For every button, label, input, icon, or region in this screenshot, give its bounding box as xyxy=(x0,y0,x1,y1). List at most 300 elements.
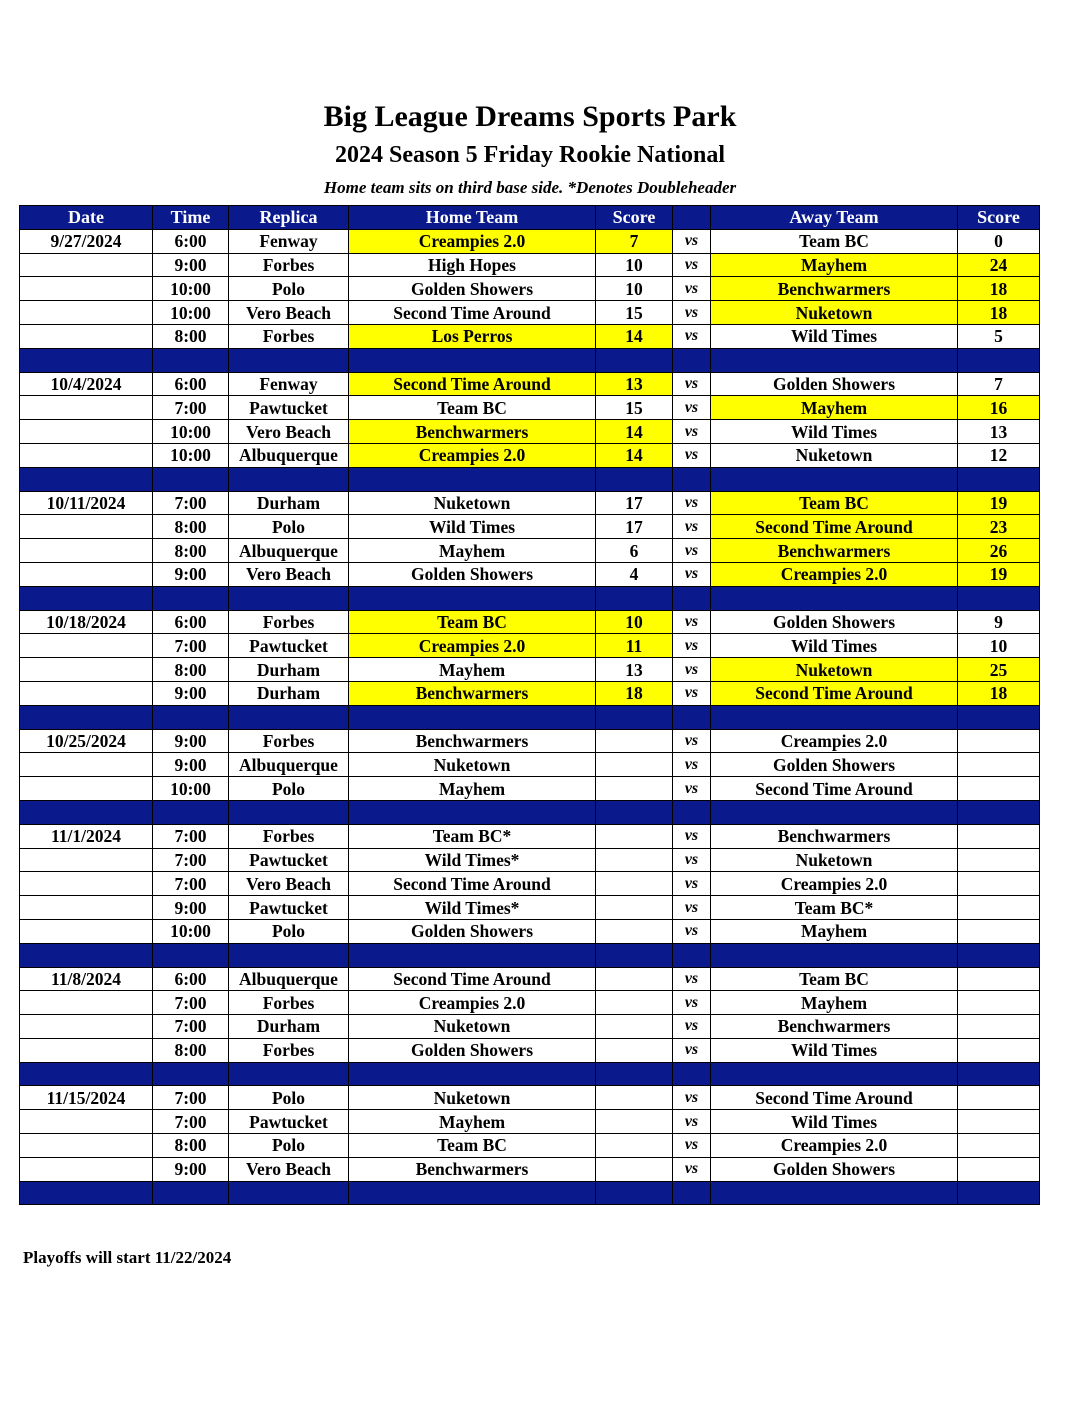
game-date-empty xyxy=(20,777,153,801)
separator-cell xyxy=(711,1181,958,1205)
vs-label: vs xyxy=(673,896,711,920)
vs-label: vs xyxy=(673,372,711,396)
game-date-empty xyxy=(20,848,153,872)
home-score: 18 xyxy=(596,681,673,705)
vs-label: vs xyxy=(673,681,711,705)
game-replica: Fenway xyxy=(229,229,349,253)
separator-cell xyxy=(673,800,711,824)
game-time: 6:00 xyxy=(153,610,229,634)
table-row xyxy=(20,1157,1040,1181)
table-row xyxy=(20,372,1040,396)
away-score xyxy=(958,919,1040,943)
separator-cell xyxy=(673,1181,711,1205)
game-replica: Vero Beach xyxy=(229,301,349,325)
away-score: 5 xyxy=(958,324,1040,348)
away-team: Mayhem xyxy=(711,396,958,420)
away-score xyxy=(958,1134,1040,1158)
home-score xyxy=(596,1110,673,1134)
week-separator-row xyxy=(20,586,1040,610)
away-score xyxy=(958,991,1040,1015)
home-team: Creampies 2.0 xyxy=(349,443,596,467)
table-row xyxy=(20,896,1040,920)
vs-label: vs xyxy=(673,848,711,872)
game-time: 8:00 xyxy=(153,539,229,563)
away-score: 16 xyxy=(958,396,1040,420)
game-time: 7:00 xyxy=(153,824,229,848)
home-score xyxy=(596,824,673,848)
week-separator-row xyxy=(20,1062,1040,1086)
separator-cell xyxy=(958,467,1040,491)
col-header-home-score: Score xyxy=(596,206,673,230)
separator-cell xyxy=(673,586,711,610)
table-row xyxy=(20,539,1040,563)
away-score: 19 xyxy=(958,562,1040,586)
table-row xyxy=(20,658,1040,682)
game-time: 6:00 xyxy=(153,229,229,253)
away-team: Creampies 2.0 xyxy=(711,562,958,586)
table-row xyxy=(20,824,1040,848)
game-date-empty xyxy=(20,277,153,301)
home-team: Second Time Around xyxy=(349,967,596,991)
game-date-empty xyxy=(20,396,153,420)
home-score xyxy=(596,896,673,920)
table-row xyxy=(20,562,1040,586)
game-replica: Durham xyxy=(229,681,349,705)
game-replica: Pawtucket xyxy=(229,848,349,872)
away-score: 18 xyxy=(958,277,1040,301)
vs-label: vs xyxy=(673,324,711,348)
page-subtitle: 2024 Season 5 Friday Rookie National xyxy=(334,142,726,168)
table-row xyxy=(20,1134,1040,1158)
table-row xyxy=(20,1110,1040,1134)
col-header-time: Time xyxy=(153,206,229,230)
game-date-empty xyxy=(20,681,153,705)
separator-cell xyxy=(596,943,673,967)
away-team: Wild Times xyxy=(711,634,958,658)
separator-cell xyxy=(20,943,153,967)
table-row xyxy=(20,681,1040,705)
table-row xyxy=(20,753,1040,777)
separator-cell xyxy=(596,586,673,610)
game-time: 8:00 xyxy=(153,1038,229,1062)
vs-label: vs xyxy=(673,1086,711,1110)
game-time: 8:00 xyxy=(153,515,229,539)
game-time: 10:00 xyxy=(153,301,229,325)
away-team: Mayhem xyxy=(711,991,958,1015)
separator-cell xyxy=(349,1062,596,1086)
home-team: High Hopes xyxy=(349,253,596,277)
home-score: 17 xyxy=(596,515,673,539)
game-date-empty xyxy=(20,324,153,348)
table-row xyxy=(20,610,1040,634)
game-time: 9:00 xyxy=(153,253,229,277)
separator-cell xyxy=(349,348,596,372)
col-header-home-team: Home Team xyxy=(349,206,596,230)
away-team: Team BC xyxy=(711,491,958,515)
vs-label: vs xyxy=(673,991,711,1015)
away-team: Team BC xyxy=(711,229,958,253)
separator-cell xyxy=(958,800,1040,824)
vs-label: vs xyxy=(673,1157,711,1181)
separator-cell xyxy=(229,943,349,967)
away-team: Mayhem xyxy=(711,253,958,277)
vs-label: vs xyxy=(673,1110,711,1134)
home-team: Creampies 2.0 xyxy=(349,634,596,658)
game-date-empty xyxy=(20,872,153,896)
table-row xyxy=(20,848,1040,872)
week-separator-row xyxy=(20,1181,1040,1205)
away-score xyxy=(958,1110,1040,1134)
table-row xyxy=(20,991,1040,1015)
home-score xyxy=(596,1038,673,1062)
separator-cell xyxy=(153,467,229,491)
home-team: Mayhem xyxy=(349,777,596,801)
away-team: Benchwarmers xyxy=(711,539,958,563)
away-score xyxy=(958,872,1040,896)
separator-cell xyxy=(673,348,711,372)
game-date-empty xyxy=(20,896,153,920)
away-team: Benchwarmers xyxy=(711,1015,958,1039)
away-score: 12 xyxy=(958,443,1040,467)
vs-label: vs xyxy=(673,515,711,539)
game-time: 9:00 xyxy=(153,681,229,705)
game-replica: Vero Beach xyxy=(229,872,349,896)
home-score xyxy=(596,991,673,1015)
separator-cell xyxy=(958,705,1040,729)
game-date-empty xyxy=(20,515,153,539)
game-time: 9:00 xyxy=(153,1157,229,1181)
vs-label: vs xyxy=(673,1134,711,1158)
vs-label: vs xyxy=(673,824,711,848)
vs-label: vs xyxy=(673,562,711,586)
game-date: 10/18/2024 xyxy=(20,610,153,634)
game-replica: Pawtucket xyxy=(229,396,349,420)
separator-cell xyxy=(711,467,958,491)
home-team: Golden Showers xyxy=(349,562,596,586)
home-team: Wild Times xyxy=(349,515,596,539)
table-header-row xyxy=(20,206,1040,230)
away-score xyxy=(958,1038,1040,1062)
game-date-empty xyxy=(20,443,153,467)
separator-cell xyxy=(229,586,349,610)
table-row xyxy=(20,729,1040,753)
home-score xyxy=(596,967,673,991)
vs-label: vs xyxy=(673,253,711,277)
separator-cell xyxy=(596,348,673,372)
home-score: 15 xyxy=(596,396,673,420)
separator-cell xyxy=(20,586,153,610)
game-replica: Durham xyxy=(229,1015,349,1039)
home-team: Creampies 2.0 xyxy=(349,229,596,253)
table-row xyxy=(20,443,1040,467)
separator-cell xyxy=(153,943,229,967)
vs-label: vs xyxy=(673,658,711,682)
separator-cell xyxy=(229,348,349,372)
home-score xyxy=(596,848,673,872)
home-score: 6 xyxy=(596,539,673,563)
week-separator-row xyxy=(20,705,1040,729)
home-score: 4 xyxy=(596,562,673,586)
game-replica: Vero Beach xyxy=(229,562,349,586)
home-score: 17 xyxy=(596,491,673,515)
game-time: 7:00 xyxy=(153,872,229,896)
game-time: 10:00 xyxy=(153,919,229,943)
game-date-empty xyxy=(20,539,153,563)
away-score xyxy=(958,1157,1040,1181)
separator-cell xyxy=(349,586,596,610)
home-team: Benchwarmers xyxy=(349,1157,596,1181)
home-score: 10 xyxy=(596,610,673,634)
game-date-empty xyxy=(20,634,153,658)
separator-cell xyxy=(349,1181,596,1205)
table-row xyxy=(20,777,1040,801)
separator-cell xyxy=(20,705,153,729)
separator-cell xyxy=(349,943,596,967)
game-time: 7:00 xyxy=(153,634,229,658)
away-score xyxy=(958,1086,1040,1110)
table-row xyxy=(20,1038,1040,1062)
game-time: 7:00 xyxy=(153,491,229,515)
separator-cell xyxy=(349,467,596,491)
home-score xyxy=(596,777,673,801)
separator-cell xyxy=(153,1062,229,1086)
game-time: 6:00 xyxy=(153,967,229,991)
away-score: 0 xyxy=(958,229,1040,253)
game-time: 7:00 xyxy=(153,848,229,872)
game-date-empty xyxy=(20,658,153,682)
game-replica: Pawtucket xyxy=(229,1110,349,1134)
home-team: Golden Showers xyxy=(349,277,596,301)
away-team: Golden Showers xyxy=(711,372,958,396)
home-team: Team BC xyxy=(349,610,596,634)
game-time: 7:00 xyxy=(153,991,229,1015)
schedule-body xyxy=(20,229,1040,1205)
game-time: 6:00 xyxy=(153,372,229,396)
separator-cell xyxy=(958,1181,1040,1205)
game-replica: Polo xyxy=(229,1134,349,1158)
away-score xyxy=(958,753,1040,777)
game-replica: Forbes xyxy=(229,253,349,277)
away-team: Nuketown xyxy=(711,848,958,872)
home-team: Team BC xyxy=(349,396,596,420)
home-team: Second Time Around xyxy=(349,301,596,325)
game-replica: Albuquerque xyxy=(229,539,349,563)
game-replica: Forbes xyxy=(229,824,349,848)
home-score: 14 xyxy=(596,420,673,444)
vs-label: vs xyxy=(673,396,711,420)
game-replica: Vero Beach xyxy=(229,420,349,444)
home-team: Mayhem xyxy=(349,658,596,682)
vs-label: vs xyxy=(673,1015,711,1039)
home-score: 13 xyxy=(596,372,673,396)
separator-cell xyxy=(153,705,229,729)
game-replica: Pawtucket xyxy=(229,896,349,920)
vs-label: vs xyxy=(673,777,711,801)
game-date: 11/15/2024 xyxy=(20,1086,153,1110)
separator-cell xyxy=(20,467,153,491)
vs-label: vs xyxy=(673,491,711,515)
separator-cell xyxy=(596,800,673,824)
home-score xyxy=(596,729,673,753)
game-date-empty xyxy=(20,1134,153,1158)
table-row xyxy=(20,1086,1040,1110)
game-date: 10/25/2024 xyxy=(20,729,153,753)
home-score: 10 xyxy=(596,277,673,301)
separator-cell xyxy=(711,348,958,372)
home-team: Nuketown xyxy=(349,491,596,515)
separator-cell xyxy=(958,348,1040,372)
home-score xyxy=(596,1157,673,1181)
separator-cell xyxy=(711,705,958,729)
separator-cell xyxy=(958,1062,1040,1086)
away-score xyxy=(958,729,1040,753)
home-team: Team BC* xyxy=(349,824,596,848)
away-team: Team BC* xyxy=(711,896,958,920)
week-separator-row xyxy=(20,943,1040,967)
game-time: 9:00 xyxy=(153,753,229,777)
home-team: Los Perros xyxy=(349,324,596,348)
home-team: Team BC xyxy=(349,1134,596,1158)
home-team: Mayhem xyxy=(349,539,596,563)
table-row xyxy=(20,301,1040,325)
home-score: 10 xyxy=(596,253,673,277)
table-row xyxy=(20,967,1040,991)
separator-cell xyxy=(673,467,711,491)
vs-label: vs xyxy=(673,301,711,325)
home-team: Mayhem xyxy=(349,1110,596,1134)
away-score: 13 xyxy=(958,420,1040,444)
game-date: 10/11/2024 xyxy=(20,491,153,515)
away-team: Wild Times xyxy=(711,324,958,348)
home-score xyxy=(596,753,673,777)
game-replica: Forbes xyxy=(229,324,349,348)
away-score: 7 xyxy=(958,372,1040,396)
away-score: 18 xyxy=(958,681,1040,705)
page-note: Home team sits on third base side. *Denotes Doubleheader xyxy=(323,178,737,197)
away-team: Creampies 2.0 xyxy=(711,872,958,896)
game-date-empty xyxy=(20,1157,153,1181)
away-team: Nuketown xyxy=(711,301,958,325)
away-score xyxy=(958,848,1040,872)
game-time: 8:00 xyxy=(153,658,229,682)
home-team: Wild Times* xyxy=(349,896,596,920)
home-score xyxy=(596,872,673,896)
separator-cell xyxy=(20,348,153,372)
home-score xyxy=(596,919,673,943)
away-team: Team BC xyxy=(711,967,958,991)
vs-label: vs xyxy=(673,1038,711,1062)
away-score xyxy=(958,777,1040,801)
home-team: Creampies 2.0 xyxy=(349,991,596,1015)
table-row xyxy=(20,515,1040,539)
home-score: 15 xyxy=(596,301,673,325)
away-score xyxy=(958,824,1040,848)
away-team: Second Time Around xyxy=(711,1086,958,1110)
vs-label: vs xyxy=(673,729,711,753)
game-replica: Forbes xyxy=(229,729,349,753)
separator-cell xyxy=(958,943,1040,967)
col-header-away-team: Away Team xyxy=(711,206,958,230)
vs-label: vs xyxy=(673,919,711,943)
separator-cell xyxy=(673,943,711,967)
game-time: 10:00 xyxy=(153,277,229,301)
game-time: 9:00 xyxy=(153,896,229,920)
separator-cell xyxy=(596,705,673,729)
away-score: 9 xyxy=(958,610,1040,634)
separator-cell xyxy=(153,1181,229,1205)
away-team: Benchwarmers xyxy=(711,277,958,301)
game-time: 7:00 xyxy=(153,1015,229,1039)
separator-cell xyxy=(596,467,673,491)
vs-label: vs xyxy=(673,539,711,563)
separator-cell xyxy=(20,1181,153,1205)
separator-cell xyxy=(596,1062,673,1086)
table-row xyxy=(20,396,1040,420)
away-team: Second Time Around xyxy=(711,777,958,801)
away-team: Golden Showers xyxy=(711,610,958,634)
separator-cell xyxy=(596,1181,673,1205)
table-row xyxy=(20,1015,1040,1039)
game-date-empty xyxy=(20,562,153,586)
game-date: 11/1/2024 xyxy=(20,824,153,848)
separator-cell xyxy=(153,348,229,372)
table-row xyxy=(20,872,1040,896)
game-date: 10/4/2024 xyxy=(20,372,153,396)
away-team: Benchwarmers xyxy=(711,824,958,848)
home-team: Nuketown xyxy=(349,1015,596,1039)
home-score xyxy=(596,1086,673,1110)
separator-cell xyxy=(20,800,153,824)
week-separator-row xyxy=(20,348,1040,372)
away-team: Wild Times xyxy=(711,1038,958,1062)
away-score: 19 xyxy=(958,491,1040,515)
game-replica: Albuquerque xyxy=(229,443,349,467)
table-row xyxy=(20,491,1040,515)
schedule-table xyxy=(19,205,1040,1205)
home-team: Golden Showers xyxy=(349,919,596,943)
page-title: Big League Dreams Sports Park xyxy=(323,100,737,133)
table-row xyxy=(20,324,1040,348)
away-score: 23 xyxy=(958,515,1040,539)
game-time: 8:00 xyxy=(153,1134,229,1158)
game-date-empty xyxy=(20,1110,153,1134)
separator-cell xyxy=(229,705,349,729)
col-header-replica: Replica xyxy=(229,206,349,230)
separator-cell xyxy=(711,800,958,824)
game-replica: Forbes xyxy=(229,1038,349,1062)
separator-cell xyxy=(229,800,349,824)
separator-cell xyxy=(229,1062,349,1086)
col-header-date: Date xyxy=(20,206,153,230)
separator-cell xyxy=(153,800,229,824)
game-time: 10:00 xyxy=(153,443,229,467)
away-team: Second Time Around xyxy=(711,681,958,705)
game-date-empty xyxy=(20,991,153,1015)
table-row xyxy=(20,253,1040,277)
home-team: Benchwarmers xyxy=(349,681,596,705)
vs-label: vs xyxy=(673,610,711,634)
playoffs-note: Playoffs will start 11/22/2024 xyxy=(23,1248,232,1267)
separator-cell xyxy=(229,1181,349,1205)
vs-label: vs xyxy=(673,443,711,467)
vs-label: vs xyxy=(673,753,711,777)
game-time: 9:00 xyxy=(153,562,229,586)
home-score: 11 xyxy=(596,634,673,658)
game-replica: Forbes xyxy=(229,991,349,1015)
home-score: 14 xyxy=(596,324,673,348)
home-score xyxy=(596,1015,673,1039)
separator-cell xyxy=(229,467,349,491)
